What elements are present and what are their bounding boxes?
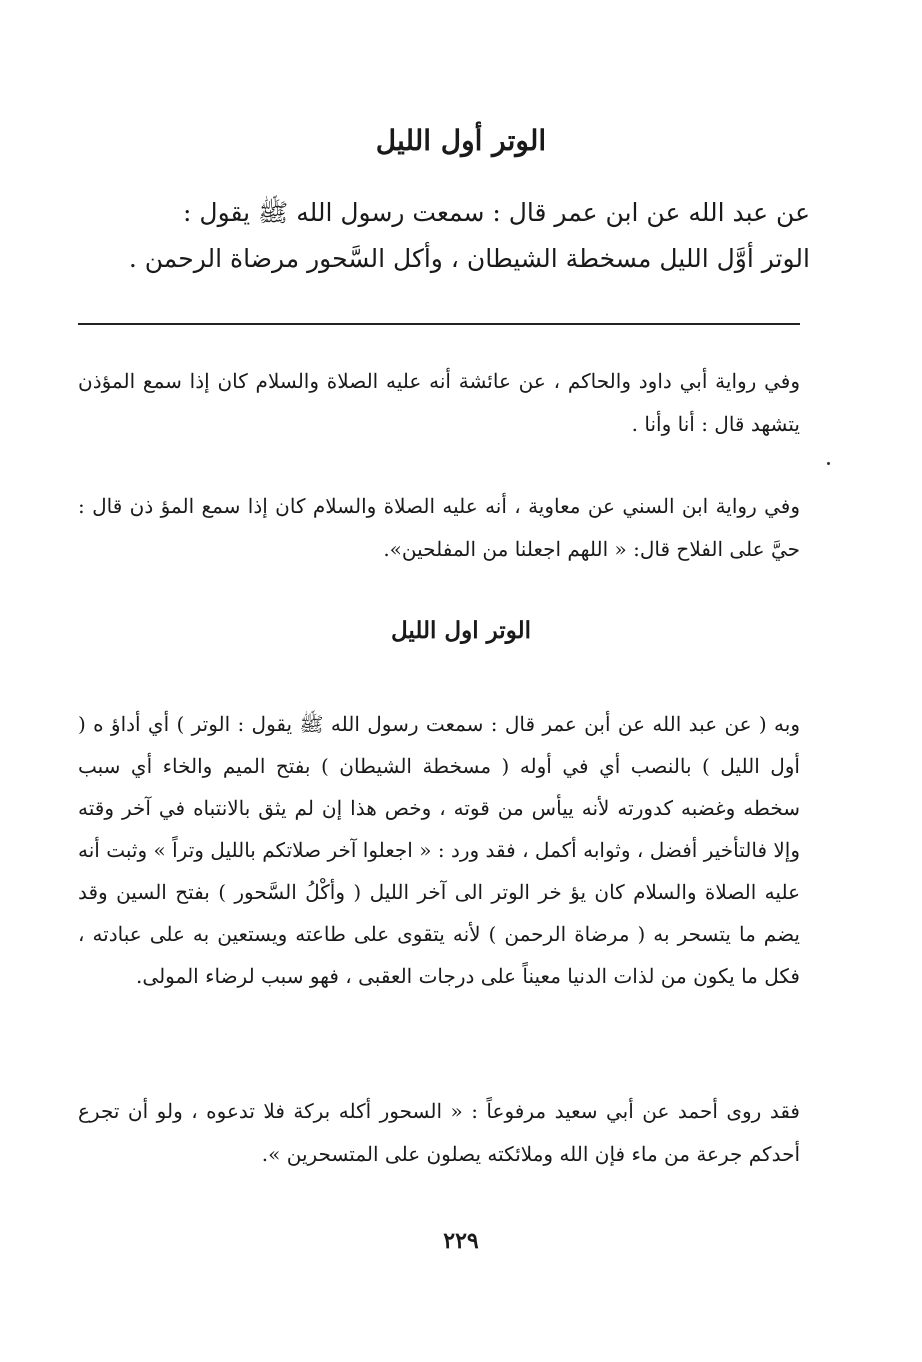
note-paragraph-1: وفي رواية أبي داود والحاكم ، عن عائشة أنه عليه الصلاة والسلام كان إذا سمع المؤذن يتشهد قال : أنا وأنا . (78, 369, 800, 436)
page-number: ٢٢٩ (443, 1228, 479, 1254)
hadith-text (120, 190, 810, 282)
closing-paragraph: فقد روى أحمد عن أبي سعيد مرفوعاً : « السحور أكله بركة فلا تدعوه ، ولو أن تجرع أحدكم جرعة من ماء فإن الله وملائكته يصلون على المتسحرين ». (78, 1099, 800, 1166)
note-paragraph-2: وفي رواية ابن السني عن معاوية ، أنه عليه الصلاة والسلام كان إذا سمع المؤ ذن قال : حيَّ على الفلاح قال: « اللهم اجعلنا من المفلحين». (78, 494, 800, 561)
commentary-title: الوتر اول الليل (391, 617, 531, 644)
chapter-title: الوتر أول الليل (375, 124, 547, 157)
margin-speck (827, 462, 830, 465)
separator-rule (78, 323, 800, 325)
commentary-paragraph: وبه ( عن عبد الله عن أبن عمر قال : سمعت رسول الله ﷺ يقول : الوتر ) أي أداؤ ه ( أول الليل ) بالنصب أي في أوله ( مسخطة الشيطان ) بفتح الميم والخاء أي سبب سخطه وغضبه كدورته لأنه ييأس من قوته ، وخص هذا إن لم يثق بالانتباه في آخر وقته وإلا فالتأخير أفضل ، وثوابه أكمل ، فقد ورد : « اجعلوا آخر صلاتكم بالليل وتراً » وثبت أنه عليه الصلاة والسلام كان يؤ خر الوتر الى آخر الليل ( وأكْلُ السَّحور ) بفتح السين وقد يضم ما يتسحر به ( مرضاة الرحمن ) لأنه يتقوى على طاعته ويستعين به على عبادته ، فكل ما يكون من لذات الدنيا معيناً على درجات العقبى ، فهو سبب لرضاء المولى. (78, 712, 800, 988)
hadith-line-2: الوتر أوَّل الليل مسخطة الشيطان ، وأكل السَّحور مرضاة الرحمن . (128, 244, 810, 273)
hadith-line-1: عن عبد الله عن ابن عمر قال : سمعت رسول الله ﷺ يقول : (183, 198, 810, 227)
